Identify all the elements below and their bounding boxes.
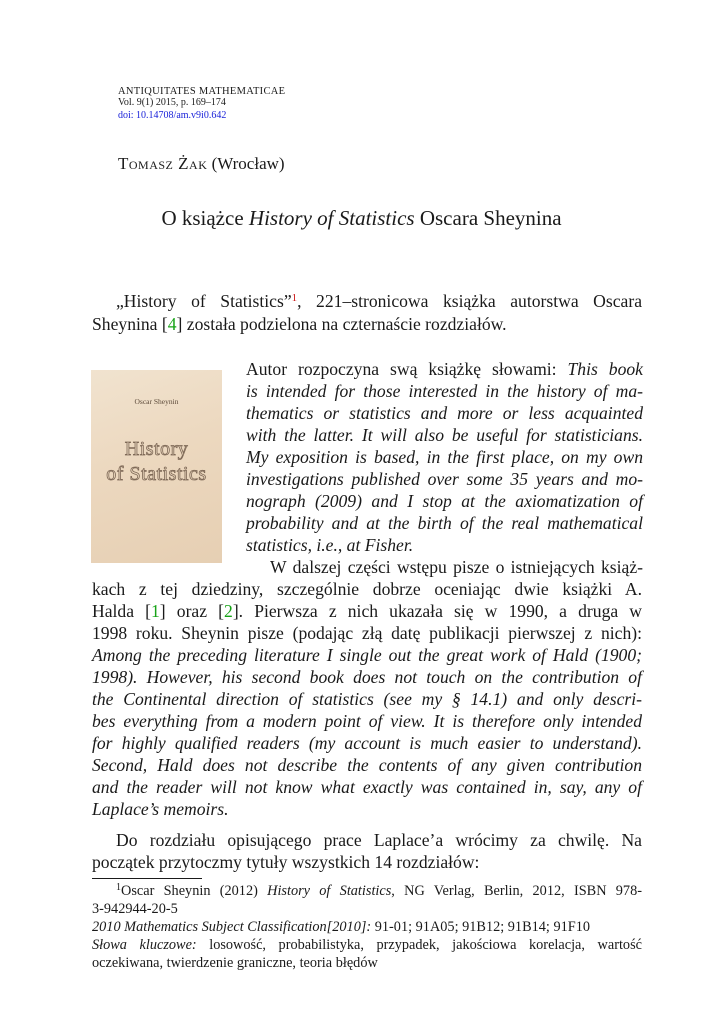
citation-2[interactable]: 2: [224, 601, 233, 621]
footnote-ref-1[interactable]: 1: [291, 292, 298, 304]
author-place: (Wrocław): [211, 154, 285, 173]
p2-line-3: thematics or statistics and more or less acquainted: [246, 403, 643, 423]
msc-value: 91-01; 91A05; 91B12; 91B14; 91F10: [371, 919, 591, 935]
keywords-value-1: losowość, probabilistyka, przypadek, jakościowa korelacja, wartość: [196, 937, 642, 953]
p1-line-2: [92, 316, 507, 334]
p1-text-d: ] została podzielona na czternaście rozdziałów.: [176, 314, 507, 334]
p3-text-b: ] oraz [: [159, 601, 225, 621]
footnote-1-line-1: [92, 884, 642, 898]
p2-quote-start: This book: [567, 359, 643, 379]
p2-line-9: statistics, i.e., at Fisher.: [246, 535, 414, 555]
p3-line-4: 1998 roku. Sheynin pisze (podając złą datę publikacji pierwszej z nich):: [92, 623, 642, 643]
citation-1[interactable]: 1: [151, 601, 160, 621]
p1-text-c: Sheynina [: [92, 314, 168, 334]
p3-text-a: Halda [: [92, 601, 151, 621]
footnote-1-text-b: , NG Verlag, Berlin, 2012, ISBN 978-: [391, 883, 642, 899]
book-cover-image: [91, 370, 222, 563]
p1-text-a: „History of Statistics”: [116, 291, 292, 311]
paper-title: [0, 208, 723, 229]
title-pre: O książce: [161, 206, 249, 230]
keywords-label: Słowa kluczowe:: [92, 937, 197, 953]
volume-info: Vol. 9(1) 2015, p. 169–174: [118, 97, 226, 108]
p3-line-2: kach z tej dziedziny, szczególnie dobrze oceniając dwie książki A.: [92, 579, 642, 599]
p3-line-12: Laplace’s memoirs.: [92, 799, 229, 819]
cover-title-line-1: History: [124, 438, 189, 460]
author-name: Tomasz Żak: [118, 154, 208, 173]
msc-classification: [92, 920, 590, 934]
footnote-1-text-a: Oscar Sheynin (2012): [121, 883, 268, 899]
p4-line-1: Do rozdziału opisującego prace Laplace’a wrócimy za chwilę. Na: [116, 830, 642, 850]
p2-line-5: My exposition is based, in the first place, on my own: [246, 447, 643, 467]
footnote-1-line-2: 3-942944-20-5: [92, 901, 178, 917]
p3-line-1: W dalszej części wstępu pisze o istniejących książ-: [270, 557, 643, 577]
cover-title-line-2: of Statistics: [106, 463, 207, 485]
p3-line-9: for highly qualified readers (my account is much easier to understand).: [92, 733, 642, 753]
journal-name: ANTIQUITATES MATHEMATICAE: [118, 86, 286, 97]
footnote-1-book-title: History of Statistics: [267, 883, 392, 899]
p1-text-b: , 221–stronicowa książka autorstwa Oscara: [297, 291, 642, 311]
footnote-1-mark: 1: [116, 882, 121, 893]
p3-line-8: bes everything from a modern point of view. It is therefore only intended: [92, 711, 642, 731]
p4-line-2: początek przytoczmy tytuły wszystkich 14 rozdziałów:: [92, 852, 480, 872]
p2-line-6: investigations published over some 35 years and mo-: [246, 469, 643, 489]
p3-line-7: the Continental direction of statistics (see my § 14.1) and only descri-: [92, 689, 642, 709]
p2-line-2: is intended for those interested in the history of ma-: [246, 381, 643, 401]
p3-line-11: and the reader will not know what exactly was contained in, say, any of: [92, 777, 642, 797]
p3-line-10: Second, Hald does not describe the contents of any given contribution: [92, 755, 642, 775]
p2-text-a: Autor rozpoczyna swą książkę słowami:: [246, 359, 568, 379]
p2-line-7: nograph (2009) and I stop at the axiomatization of: [246, 491, 643, 511]
author-line: [118, 155, 285, 172]
title-post: Oscara Sheynina: [414, 206, 562, 230]
p2-line-4: with the latter. It will also be useful for statisticians.: [246, 425, 643, 445]
keywords-line-1: [92, 938, 642, 952]
cover-author: Oscar Sheynin: [134, 397, 179, 406]
p3-text-c: ]. Pierwsza z nich ukazała się w 1990, a druga w: [232, 601, 642, 621]
msc-label: 2010 Mathematics Subject Classification[2010]:: [92, 919, 372, 935]
p1-line-1: [92, 293, 642, 311]
title-italic: History of Statistics: [248, 206, 415, 230]
keywords-line-2: oczekiwana, twierdzenie graniczne, teoria błędów: [92, 955, 378, 971]
p3-line-6: 1998). However, his second book does not touch on the contribution of: [92, 667, 642, 687]
p3-line-5: Among the preceding literature I single out the great work of Hald (1900;: [92, 645, 642, 665]
footnote-rule: [92, 878, 202, 879]
p2-line-1: [246, 361, 643, 379]
p3-line-3: [92, 603, 642, 621]
doi-link[interactable]: doi: 10.14708/am.v9i0.642: [118, 110, 227, 121]
p2-line-8: probability and at the birth of the real mathematical: [246, 513, 643, 533]
citation-4[interactable]: 4: [167, 314, 177, 334]
